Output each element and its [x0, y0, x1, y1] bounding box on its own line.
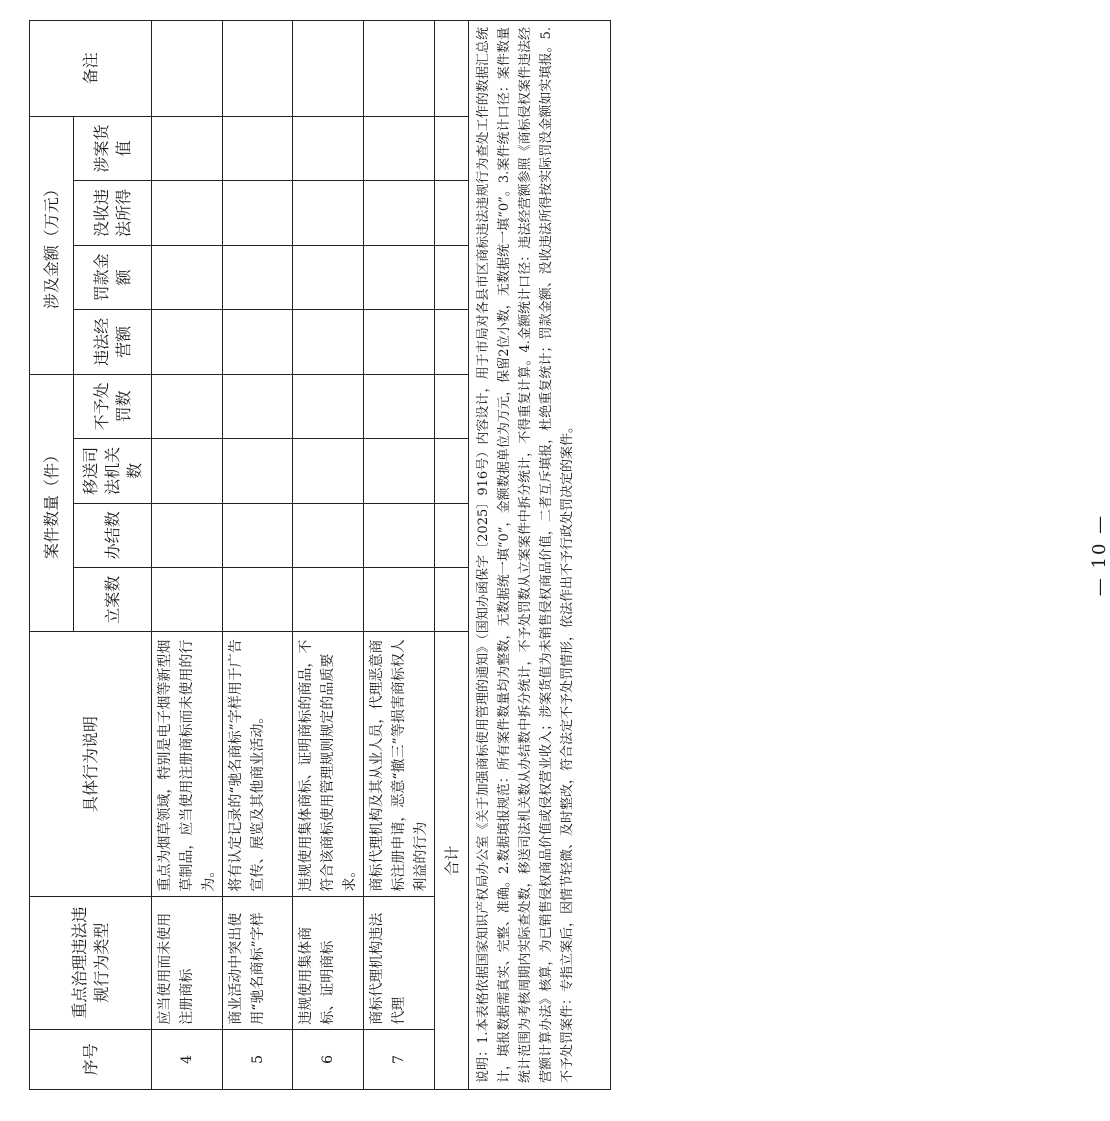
header-remark: 备注	[30, 21, 152, 117]
header-filed: 立案数	[74, 568, 152, 632]
page-number: — 10 —	[1089, 513, 1110, 597]
header-goods-value: 涉案货值	[74, 116, 152, 180]
rotated-page	[29, 20, 1110, 1090]
header-closed: 办结数	[74, 503, 152, 567]
row-type: 应当使用而未使用注册商标	[152, 896, 223, 1029]
header-confiscated: 没收违法所得	[74, 181, 152, 245]
case-statistics-table	[29, 20, 611, 1090]
table-row	[364, 21, 435, 1090]
row-type: 商标代理机构违法代理	[364, 896, 435, 1029]
header-case-count: 案件数量（件）	[30, 374, 74, 632]
row-desc: 商标代理机构及其从业人员，代理恶意商标注册申请，恶意“撤三”等损害商标权人利益的行为	[364, 632, 435, 896]
row-seq: 7	[364, 1029, 435, 1089]
row-seq: 6	[293, 1029, 364, 1089]
header-illegal-revenue: 违法经营额	[74, 310, 152, 374]
row-type: 违规使用集体商标、证明商标	[293, 896, 364, 1029]
header-transferred: 移送司法机关数	[74, 439, 152, 503]
row-desc: 违规使用集体商标、证明商标的商品，不符合该商标使用管理规则规定的品质要求。	[293, 632, 364, 896]
header-fine: 罚款金额	[74, 245, 152, 309]
header-seq: 序号	[30, 1029, 152, 1089]
row-desc: 重点为烟草领域，特别是电子烟等新型烟草制品，应当使用注册商标而未使用的行为。	[152, 632, 223, 896]
table-note: 说明：1.本表格依据国家知识产权局办公室《关于加强商标使用管理的通知》（国知办函保字〔2025〕916号）内容设计，用于市局对各县市区商标违法违规行为查处工作的数据汇总统计，填报数据需真实、完整、准确。2.数据填报规范：所有案件数量均为整数，无数据统一填“0”，金额数据单位为万元，保留2位小数，无数据统一填“0”。3.案件统计口径：案件数量统计范围为考核周期内实际查处数，移送司法机关数从办结数中拆分统计，不予处罚数从立案案件中拆分统计，不得重复计算。4.金额统计口径：违法经营额参照《商标侵权案件违法经营额计算办法》核算，为已销售侵权商品价值或侵权营业收入；涉案货值为未销售侵权商品价值，二者互斥填报，杜绝重复统计；罚款金额、没收违法所得按实际罚没金额如实填报。5.不予处罚案件：专指立案后，因情节轻微、及时整改，符合法定不予处罚情形，依法作出不予行政处罚决定的案件。	[469, 21, 611, 1090]
row-desc: 将有认定记录的“驰名商标”字样用于广告宣传、展览及其他商业活动。	[223, 632, 293, 896]
total-row	[435, 21, 469, 1090]
note-row	[469, 21, 611, 1090]
row-seq: 4	[152, 1029, 223, 1089]
row-seq: 5	[223, 1029, 293, 1089]
header-desc: 具体行为说明	[30, 632, 152, 896]
header-no-penalty: 不予处罚数	[74, 374, 152, 438]
header-amount: 涉及金额（万元）	[30, 116, 74, 374]
table-row	[223, 21, 293, 1090]
header-type: 重点治理违法违规行为类型	[30, 896, 152, 1029]
total-label: 合计	[435, 632, 469, 1090]
row-type: 商业活动中突出使用“驰名商标”字样	[223, 896, 293, 1029]
table-row	[152, 21, 223, 1090]
table-row	[293, 21, 364, 1090]
